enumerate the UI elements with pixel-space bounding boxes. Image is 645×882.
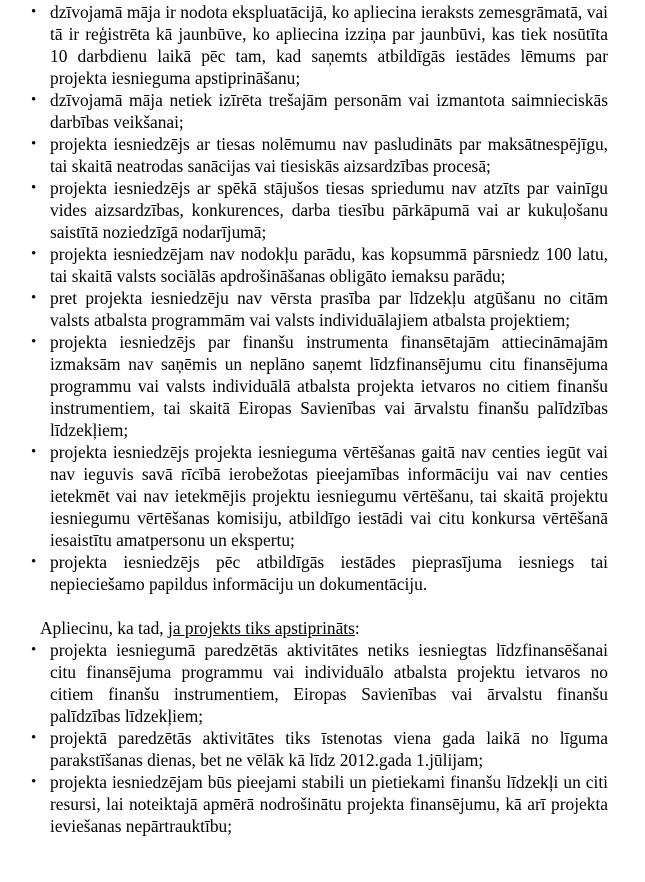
list-item-text: projekta iesniegumā paredzētās aktivitātes netiks iesniegtas līdzfinansēšanai citu finansējuma programmu vai individuālo atbalsta projektu ietvaros no citiem finanšu instrumentiem, Eiropas Savienības vai ārvalstu finanšu palīdzības līdzekļiem; [50, 640, 608, 726]
approval-intro [40, 617, 645, 639]
intro-prefix: Apliecinu, ka tad, [40, 618, 168, 638]
list-item [31, 551, 608, 595]
bullet-icon: • [31, 334, 37, 350]
list-item-text: projekta iesniedzējam nav nodokļu parādu, kas kopsummā pārsniedz 100 latu, tai skaitā valsts sociālās apdrošināšanas obligāto iemaksu parādu; [50, 244, 608, 286]
bullet-icon: • [31, 444, 37, 460]
list-item-text: dzīvojamā māja ir nodota ekspluatācijā, ko apliecina ieraksts zemesgrāmatā, vai tā ir reģistrēta kā jaunbūve, ko apliecina izziņa par jaunbūvi, kas tiek nosūtīta 10 darbdienu laikā pēc tam, kad saņemts atbildīgās iestādes lēmums par projekta iesnieguma apstiprināšanu; [50, 2, 608, 88]
list-item [31, 287, 608, 331]
list-item-text: pret projekta iesniedzēju nav vērsta prasība par līdzekļu atgūšanu no citām valsts atbalsta programmām vai valsts individuālajiem atbalsta projektiem; [50, 288, 608, 330]
list-item-text: projekta iesniedzējs ar tiesas nolēmumu nav pasludināts par maksātnespējīgu, tai skaitā neatrodas sanācijas vai tiesiskās aizsardzības procesā; [50, 134, 608, 176]
list-item [31, 177, 608, 243]
blank-line [0, 595, 645, 617]
bullet-icon: • [31, 554, 37, 570]
list-item-text: projekta iesniedzējs projekta iesnieguma vērtēšanas gaitā nav centies iegūt vai nav ieguvis savā rīcībā ierobežotas pieejamības informāciju vai nav centies ietekmēt vai nav ietekmējis projektu iesniegumu vērtēšanu, tai skaitā projektu iesniegumu vērtēšanas komisiju, atbildīgo iestādi vai citu konkursa vērtēšanā iesaistītu amatpersonu un ekspertu; [50, 442, 608, 550]
bullet-icon: • [31, 180, 37, 196]
list-item-text: projekta iesniedzējs pēc atbildīgās iestādes pieprasījuma iesniegs tai nepieciešamo papildus informāciju un dokumentāciju. [50, 552, 608, 594]
conditions-list [0, 1, 645, 595]
bullet-icon: • [31, 642, 37, 658]
intro-underlined: ja projekts tiks apstiprināts [167, 618, 355, 638]
list-item [31, 89, 608, 133]
list-item [31, 133, 608, 177]
bullet-icon: • [31, 4, 37, 20]
list-item-text: projekta iesniedzējam būs pieejami stabili un pietiekami finanšu līdzekļi un citi resursi, lai noteiktajā apmērā nodrošinātu projekta finansējumu, kā arī projekta ieviešanas nepārtrauktību; [50, 772, 608, 836]
list-item [31, 243, 608, 287]
list-item-text: projekta iesniedzējs ar spēkā stājušos tiesas spriedumu nav atzīts par vainīgu vides aizsardzības, konkurences, darba tiesību pārkāpumā vai ar kukuļošanu saistītā noziedzīgā nodarījumā; [50, 178, 608, 242]
approval-conditions-list [0, 639, 645, 837]
list-item [31, 1, 608, 89]
list-item-text: projekta iesniedzējs par finanšu instrumenta finansētajām attiecināmajām izmaksām nav saņēmis un neplāno saņemt līdzfinansējumu citu finansējuma programmu vai valsts individuālā atbalsta projekta ietvaros no citiem finanšu instrumentiem, tai skaitā Eiropas Savienības vai ārvalstu finanšu palīdzības līdzekļiem; [50, 332, 608, 440]
list-item-text: dzīvojamā māja netiek izīrēta trešajām personām vai izmantota saimnieciskās darbības veikšanai; [50, 90, 608, 132]
intro-suffix: : [354, 618, 360, 638]
list-item-text: projektā paredzētās aktivitātes tiks īstenotas viena gada laikā no līguma parakstīšanas dienas, bet ne vēlāk kā līdz 2012.gada 1.jūlijam; [50, 728, 608, 770]
bullet-icon: • [31, 290, 37, 306]
list-item [31, 727, 608, 771]
bullet-icon: • [31, 92, 37, 108]
list-item [31, 771, 608, 837]
list-item [31, 441, 608, 551]
bullet-icon: • [31, 730, 37, 746]
bullet-icon: • [31, 246, 37, 262]
bullet-icon: • [31, 136, 37, 152]
list-item [31, 639, 608, 727]
bullet-icon: • [31, 774, 37, 790]
list-item [31, 331, 608, 441]
